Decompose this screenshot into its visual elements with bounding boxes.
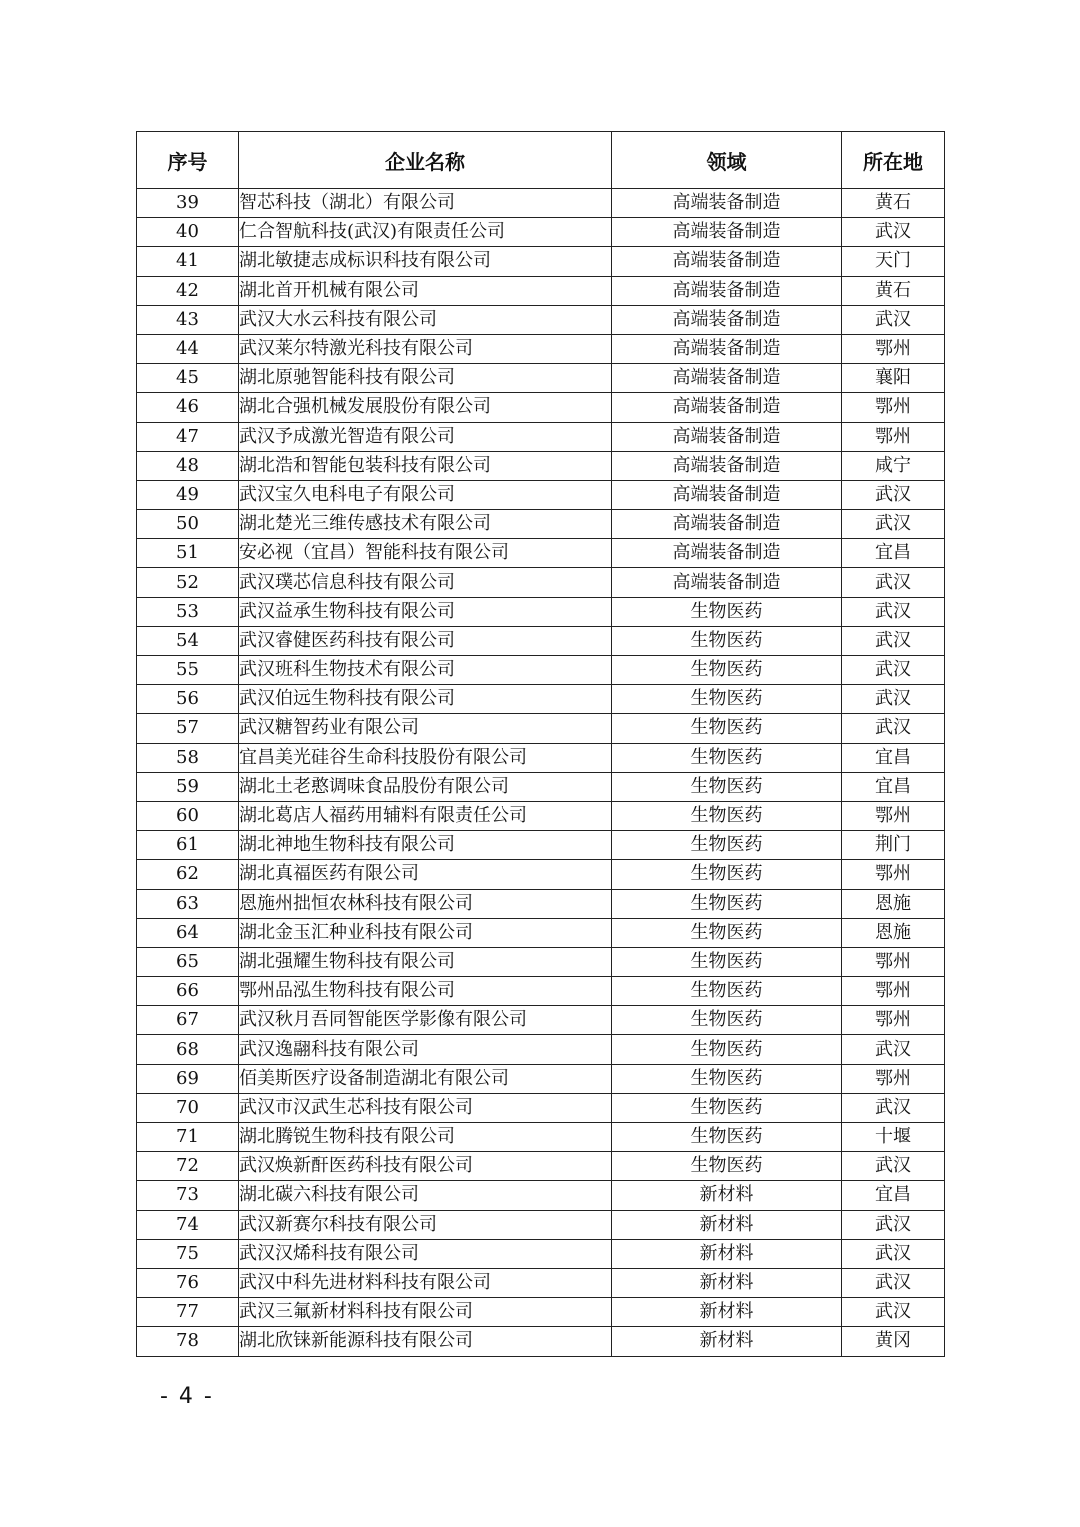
cell-field: 生物医药 — [612, 1035, 842, 1064]
cell-serial-number: 73 — [137, 1181, 239, 1210]
cell-serial-number: 70 — [137, 1093, 239, 1122]
cell-location: 鄂州 — [842, 860, 945, 889]
cell-field: 新材料 — [612, 1239, 842, 1268]
cell-company-name: 湖北腾锐生物科技有限公司 — [239, 1123, 612, 1152]
table-row — [137, 714, 945, 743]
cell-company-name: 湖北敏捷志成标识科技有限公司 — [239, 247, 612, 276]
table-row — [137, 393, 945, 422]
table-row — [137, 889, 945, 918]
table-row — [137, 743, 945, 772]
cell-company-name: 智芯科技（湖北）有限公司 — [239, 189, 612, 218]
cell-field: 高端装备制造 — [612, 247, 842, 276]
cell-company-name: 宜昌美光硅谷生命科技股份有限公司 — [239, 743, 612, 772]
table-row — [137, 831, 945, 860]
cell-company-name: 武汉秋月吾同智能医学影像有限公司 — [239, 1006, 612, 1035]
table-row — [137, 539, 945, 568]
cell-serial-number: 72 — [137, 1152, 239, 1181]
cell-location: 宜昌 — [842, 539, 945, 568]
cell-company-name: 安必视（宜昌）智能科技有限公司 — [239, 539, 612, 568]
cell-serial-number: 48 — [137, 451, 239, 480]
cell-location: 十堰 — [842, 1123, 945, 1152]
table-row — [137, 656, 945, 685]
cell-serial-number: 61 — [137, 831, 239, 860]
cell-field: 生物医药 — [612, 1006, 842, 1035]
cell-field: 生物医药 — [612, 1123, 842, 1152]
cell-company-name: 武汉焕新酐医药科技有限公司 — [239, 1152, 612, 1181]
cell-company-name: 武汉汉烯科技有限公司 — [239, 1239, 612, 1268]
table-row — [137, 218, 945, 247]
cell-field: 生物医药 — [612, 831, 842, 860]
cell-serial-number: 67 — [137, 1006, 239, 1035]
cell-field: 高端装备制造 — [612, 364, 842, 393]
cell-company-name: 武汉三氟新材料科技有限公司 — [239, 1298, 612, 1327]
table-row — [137, 947, 945, 976]
cell-serial-number: 74 — [137, 1210, 239, 1239]
cell-location: 武汉 — [842, 626, 945, 655]
cell-location: 武汉 — [842, 685, 945, 714]
cell-serial-number: 57 — [137, 714, 239, 743]
cell-field: 生物医药 — [612, 1064, 842, 1093]
table-row — [137, 1298, 945, 1327]
cell-field: 新材料 — [612, 1210, 842, 1239]
cell-serial-number: 51 — [137, 539, 239, 568]
cell-company-name: 武汉中科先进材料科技有限公司 — [239, 1268, 612, 1297]
cell-company-name: 仁合智航科技(武汉)有限责任公司 — [239, 218, 612, 247]
cell-field: 生物医药 — [612, 714, 842, 743]
table-row — [137, 364, 945, 393]
cell-company-name: 武汉益承生物科技有限公司 — [239, 597, 612, 626]
cell-field: 生物医药 — [612, 772, 842, 801]
cell-location: 武汉 — [842, 568, 945, 597]
cell-company-name: 湖北真福医药有限公司 — [239, 860, 612, 889]
cell-location: 天门 — [842, 247, 945, 276]
cell-location: 武汉 — [842, 1152, 945, 1181]
table-row — [137, 1123, 945, 1152]
table-row — [137, 247, 945, 276]
cell-field: 高端装备制造 — [612, 334, 842, 363]
table-row — [137, 801, 945, 830]
cell-serial-number: 63 — [137, 889, 239, 918]
cell-serial-number: 59 — [137, 772, 239, 801]
cell-location: 武汉 — [842, 1239, 945, 1268]
cell-company-name: 武汉宝久电科电子有限公司 — [239, 480, 612, 509]
cell-company-name: 湖北浩和智能包装科技有限公司 — [239, 451, 612, 480]
cell-location: 鄂州 — [842, 977, 945, 1006]
cell-company-name: 湖北碳六科技有限公司 — [239, 1181, 612, 1210]
cell-location: 武汉 — [842, 1210, 945, 1239]
table-row — [137, 977, 945, 1006]
cell-location: 黄石 — [842, 189, 945, 218]
cell-serial-number: 53 — [137, 597, 239, 626]
table-row — [137, 626, 945, 655]
cell-location: 恩施 — [842, 889, 945, 918]
cell-field: 生物医药 — [612, 977, 842, 1006]
cell-field: 生物医药 — [612, 889, 842, 918]
table-row — [137, 1210, 945, 1239]
cell-company-name: 湖北金玉汇种业科技有限公司 — [239, 918, 612, 947]
cell-serial-number: 44 — [137, 334, 239, 363]
cell-serial-number: 41 — [137, 247, 239, 276]
cell-location: 宜昌 — [842, 1181, 945, 1210]
cell-serial-number: 55 — [137, 656, 239, 685]
table-row — [137, 1152, 945, 1181]
cell-company-name: 武汉璞芯信息科技有限公司 — [239, 568, 612, 597]
cell-serial-number: 39 — [137, 189, 239, 218]
cell-serial-number: 78 — [137, 1327, 239, 1356]
cell-location: 武汉 — [842, 1093, 945, 1122]
table-row — [137, 480, 945, 509]
table-row — [137, 860, 945, 889]
cell-serial-number: 52 — [137, 568, 239, 597]
cell-serial-number: 75 — [137, 1239, 239, 1268]
cell-serial-number: 66 — [137, 977, 239, 1006]
cell-company-name: 武汉班科生物技术有限公司 — [239, 656, 612, 685]
table-row — [137, 1327, 945, 1356]
cell-location: 武汉 — [842, 1298, 945, 1327]
cell-field: 生物医药 — [612, 685, 842, 714]
table-row — [137, 189, 945, 218]
cell-company-name: 佰美斯医疗设备制造湖北有限公司 — [239, 1064, 612, 1093]
cell-company-name: 恩施州拙恒农林科技有限公司 — [239, 889, 612, 918]
page-number: - 4 - — [160, 1384, 214, 1409]
cell-location: 恩施 — [842, 918, 945, 947]
cell-location: 黄石 — [842, 276, 945, 305]
table-row — [137, 1181, 945, 1210]
cell-serial-number: 45 — [137, 364, 239, 393]
cell-company-name: 湖北原驰智能科技有限公司 — [239, 364, 612, 393]
table-header-row — [137, 132, 945, 189]
cell-location: 鄂州 — [842, 1064, 945, 1093]
cell-location: 咸宁 — [842, 451, 945, 480]
cell-location: 鄂州 — [842, 334, 945, 363]
cell-field: 高端装备制造 — [612, 451, 842, 480]
cell-location: 武汉 — [842, 597, 945, 626]
cell-field: 新材料 — [612, 1298, 842, 1327]
cell-serial-number: 64 — [137, 918, 239, 947]
cell-serial-number: 62 — [137, 860, 239, 889]
cell-field: 新材料 — [612, 1268, 842, 1297]
cell-location: 襄阳 — [842, 364, 945, 393]
cell-location: 武汉 — [842, 510, 945, 539]
cell-company-name: 武汉新赛尔科技有限公司 — [239, 1210, 612, 1239]
cell-field: 高端装备制造 — [612, 305, 842, 334]
cell-location: 荆门 — [842, 831, 945, 860]
cell-field: 高端装备制造 — [612, 218, 842, 247]
cell-company-name: 武汉睿健医药科技有限公司 — [239, 626, 612, 655]
cell-field: 高端装备制造 — [612, 480, 842, 509]
cell-serial-number: 77 — [137, 1298, 239, 1327]
table-row — [137, 510, 945, 539]
header-field: 领域 — [612, 132, 842, 189]
cell-company-name: 湖北楚光三维传感技术有限公司 — [239, 510, 612, 539]
cell-company-name: 武汉糖智药业有限公司 — [239, 714, 612, 743]
cell-company-name: 湖北合强机械发展股份有限公司 — [239, 393, 612, 422]
table-row — [137, 1035, 945, 1064]
table-row — [137, 305, 945, 334]
cell-serial-number: 68 — [137, 1035, 239, 1064]
cell-field: 生物医药 — [612, 743, 842, 772]
table-row — [137, 422, 945, 451]
cell-serial-number: 40 — [137, 218, 239, 247]
cell-location: 武汉 — [842, 480, 945, 509]
cell-field: 高端装备制造 — [612, 276, 842, 305]
cell-field: 高端装备制造 — [612, 189, 842, 218]
cell-company-name: 湖北葛店人福药用辅料有限责任公司 — [239, 801, 612, 830]
cell-field: 生物医药 — [612, 801, 842, 830]
table-row — [137, 685, 945, 714]
table-row — [137, 1064, 945, 1093]
cell-company-name: 湖北首开机械有限公司 — [239, 276, 612, 305]
cell-field: 高端装备制造 — [612, 539, 842, 568]
cell-field: 高端装备制造 — [612, 510, 842, 539]
table-row — [137, 1268, 945, 1297]
cell-company-name: 武汉市汉武生芯科技有限公司 — [239, 1093, 612, 1122]
table-row — [137, 451, 945, 480]
cell-serial-number: 42 — [137, 276, 239, 305]
cell-company-name: 湖北强耀生物科技有限公司 — [239, 947, 612, 976]
header-location: 所在地 — [842, 132, 945, 189]
cell-serial-number: 60 — [137, 801, 239, 830]
cell-location: 黄冈 — [842, 1327, 945, 1356]
cell-field: 生物医药 — [612, 918, 842, 947]
cell-location: 宜昌 — [842, 772, 945, 801]
cell-company-name: 武汉予成激光智造有限公司 — [239, 422, 612, 451]
cell-location: 武汉 — [842, 714, 945, 743]
table-row — [137, 276, 945, 305]
cell-serial-number: 69 — [137, 1064, 239, 1093]
cell-serial-number: 50 — [137, 510, 239, 539]
cell-field: 高端装备制造 — [612, 422, 842, 451]
table-row — [137, 1093, 945, 1122]
cell-location: 鄂州 — [842, 422, 945, 451]
table-body — [137, 189, 945, 1357]
cell-company-name: 鄂州品泓生物科技有限公司 — [239, 977, 612, 1006]
cell-location: 武汉 — [842, 218, 945, 247]
table-row — [137, 597, 945, 626]
cell-location: 鄂州 — [842, 947, 945, 976]
table-row — [137, 334, 945, 363]
cell-serial-number: 65 — [137, 947, 239, 976]
cell-serial-number: 58 — [137, 743, 239, 772]
cell-location: 武汉 — [842, 1268, 945, 1297]
cell-serial-number: 76 — [137, 1268, 239, 1297]
cell-serial-number: 56 — [137, 685, 239, 714]
cell-field: 生物医药 — [612, 656, 842, 685]
cell-location: 鄂州 — [842, 393, 945, 422]
cell-serial-number: 54 — [137, 626, 239, 655]
cell-field: 新材料 — [612, 1181, 842, 1210]
cell-location: 鄂州 — [842, 801, 945, 830]
cell-serial-number: 43 — [137, 305, 239, 334]
cell-company-name: 武汉逸翮科技有限公司 — [239, 1035, 612, 1064]
cell-serial-number: 46 — [137, 393, 239, 422]
cell-location: 武汉 — [842, 305, 945, 334]
cell-field: 高端装备制造 — [612, 568, 842, 597]
cell-field: 新材料 — [612, 1327, 842, 1356]
cell-field: 生物医药 — [612, 860, 842, 889]
cell-location: 鄂州 — [842, 1006, 945, 1035]
header-serial-number: 序号 — [137, 132, 239, 189]
cell-field: 高端装备制造 — [612, 393, 842, 422]
table-row — [137, 918, 945, 947]
table-row — [137, 772, 945, 801]
cell-field: 生物医药 — [612, 1152, 842, 1181]
cell-company-name: 武汉大水云科技有限公司 — [239, 305, 612, 334]
cell-location: 武汉 — [842, 656, 945, 685]
table-row — [137, 568, 945, 597]
cell-company-name: 武汉莱尔特激光科技有限公司 — [239, 334, 612, 363]
cell-location: 宜昌 — [842, 743, 945, 772]
cell-serial-number: 47 — [137, 422, 239, 451]
cell-company-name: 武汉伯远生物科技有限公司 — [239, 685, 612, 714]
header-company-name: 企业名称 — [239, 132, 612, 189]
cell-serial-number: 71 — [137, 1123, 239, 1152]
cell-field: 生物医药 — [612, 947, 842, 976]
cell-company-name: 湖北神地生物科技有限公司 — [239, 831, 612, 860]
table-row — [137, 1006, 945, 1035]
cell-field: 生物医药 — [612, 597, 842, 626]
company-list-table — [136, 131, 945, 1357]
cell-serial-number: 49 — [137, 480, 239, 509]
cell-location: 武汉 — [842, 1035, 945, 1064]
cell-company-name: 湖北土老憨调味食品股份有限公司 — [239, 772, 612, 801]
table-row — [137, 1239, 945, 1268]
cell-field: 生物医药 — [612, 626, 842, 655]
cell-field: 生物医药 — [612, 1093, 842, 1122]
cell-company-name: 湖北欣铼新能源科技有限公司 — [239, 1327, 612, 1356]
